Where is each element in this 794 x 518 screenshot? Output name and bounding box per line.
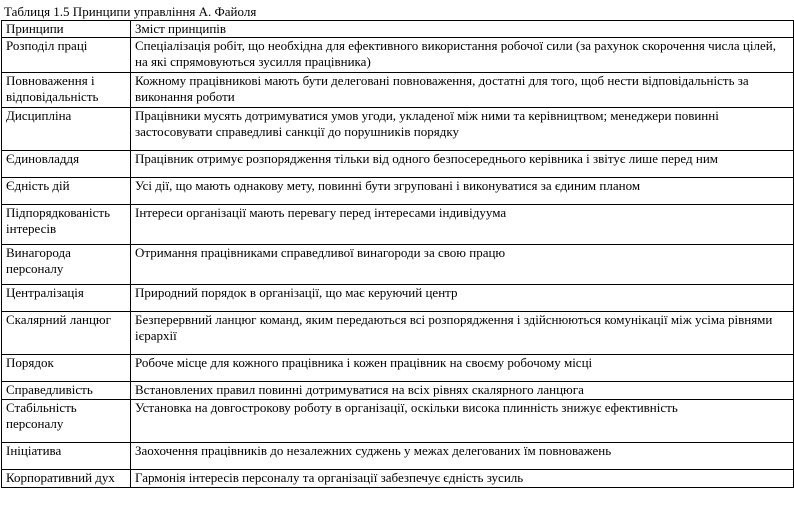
- principle-cell: Винагорода персоналу: [2, 245, 131, 285]
- content-cell: Працівник отримує розпорядження тільки від одного безпосереднього керівника і звітує лише перед ним: [131, 151, 794, 178]
- content-cell: Заохочення працівників до незалежних суджень у межах делегованих їм повноважень: [131, 443, 794, 470]
- table-row: [2, 73, 794, 108]
- content-cell: Працівники мусять дотримуватися умов угоди, укладеної між ними та керівництвом; менеджери повинні застосовувати справедливі санкції до порушників порядку: [131, 108, 794, 151]
- principle-cell: Єдиновладдя: [2, 151, 131, 178]
- content-cell: Гармонія інтересів персоналу та організації забезпечує єдність зусиль: [131, 470, 794, 488]
- table-row: [2, 151, 794, 178]
- table-row: [2, 245, 794, 285]
- content-cell: Інтереси організації мають перевагу перед інтересами індивідуума: [131, 205, 794, 245]
- principle-cell: Ініціатива: [2, 443, 131, 470]
- principle-cell: Централізація: [2, 285, 131, 312]
- principle-cell: Дисципліна: [2, 108, 131, 151]
- principle-cell: Стабільність персоналу: [2, 400, 131, 443]
- table-row: [2, 285, 794, 312]
- table-row: [2, 205, 794, 245]
- content-cell: Природний порядок в організації, що має керуючий центр: [131, 285, 794, 312]
- table-row: [2, 38, 794, 73]
- table-row: [2, 382, 794, 400]
- principle-cell: Корпоративний дух: [2, 470, 131, 488]
- table-row: [2, 355, 794, 382]
- principle-cell: Скалярний ланцюг: [2, 312, 131, 355]
- principle-cell: Повноваження і відповідальність: [2, 73, 131, 108]
- table-row: [2, 470, 794, 488]
- table-row: [2, 178, 794, 205]
- content-cell: Установка на довгострокову роботу в організації, оскільки висока плинність знижує ефективність: [131, 400, 794, 443]
- column-header-content: Зміст принципів: [131, 21, 794, 38]
- principle-cell: Єдність дій: [2, 178, 131, 205]
- content-cell: Встановлених правил повинні дотримуватися на всіх рівнях скалярного ланцюга: [131, 382, 794, 400]
- principles-table: [1, 20, 794, 488]
- table-header-row: [2, 21, 794, 38]
- table-row: [2, 443, 794, 470]
- principle-cell: Порядок: [2, 355, 131, 382]
- principle-cell: Справедливість: [2, 382, 131, 400]
- table-row: [2, 312, 794, 355]
- principle-cell: Розподіл праці: [2, 38, 131, 73]
- content-cell: Кожному працівникові мають бути делеговані повноваження, достатні для того, щоб нести відповідальність за виконання роботи: [131, 73, 794, 108]
- content-cell: Робоче місце для кожного працівника і кожен працівник на своєму робочому місці: [131, 355, 794, 382]
- table-row: [2, 400, 794, 443]
- principle-cell: Підпорядкованість інтересів: [2, 205, 131, 245]
- table-caption: Таблиця 1.5 Принципи управління А. Файоля: [4, 4, 257, 19]
- content-cell: Усі дії, що мають однакову мету, повинні бути згруповані і виконуватися за єдиним планом: [131, 178, 794, 205]
- content-cell: Отримання працівниками справедливої винагороди за свою працю: [131, 245, 794, 285]
- content-cell: Безперервний ланцюг команд, яким передаються всі розпорядження і здійснюються комунікації між усіма рівнями ієрархії: [131, 312, 794, 355]
- content-cell: Спеціалізація робіт, що необхідна для ефективного використання робочої сили (за рахунок скорочення числа цілей, на які спрямовуються зусилля працівника): [131, 38, 794, 73]
- table-row: [2, 108, 794, 151]
- column-header-principle: Принципи: [2, 21, 131, 38]
